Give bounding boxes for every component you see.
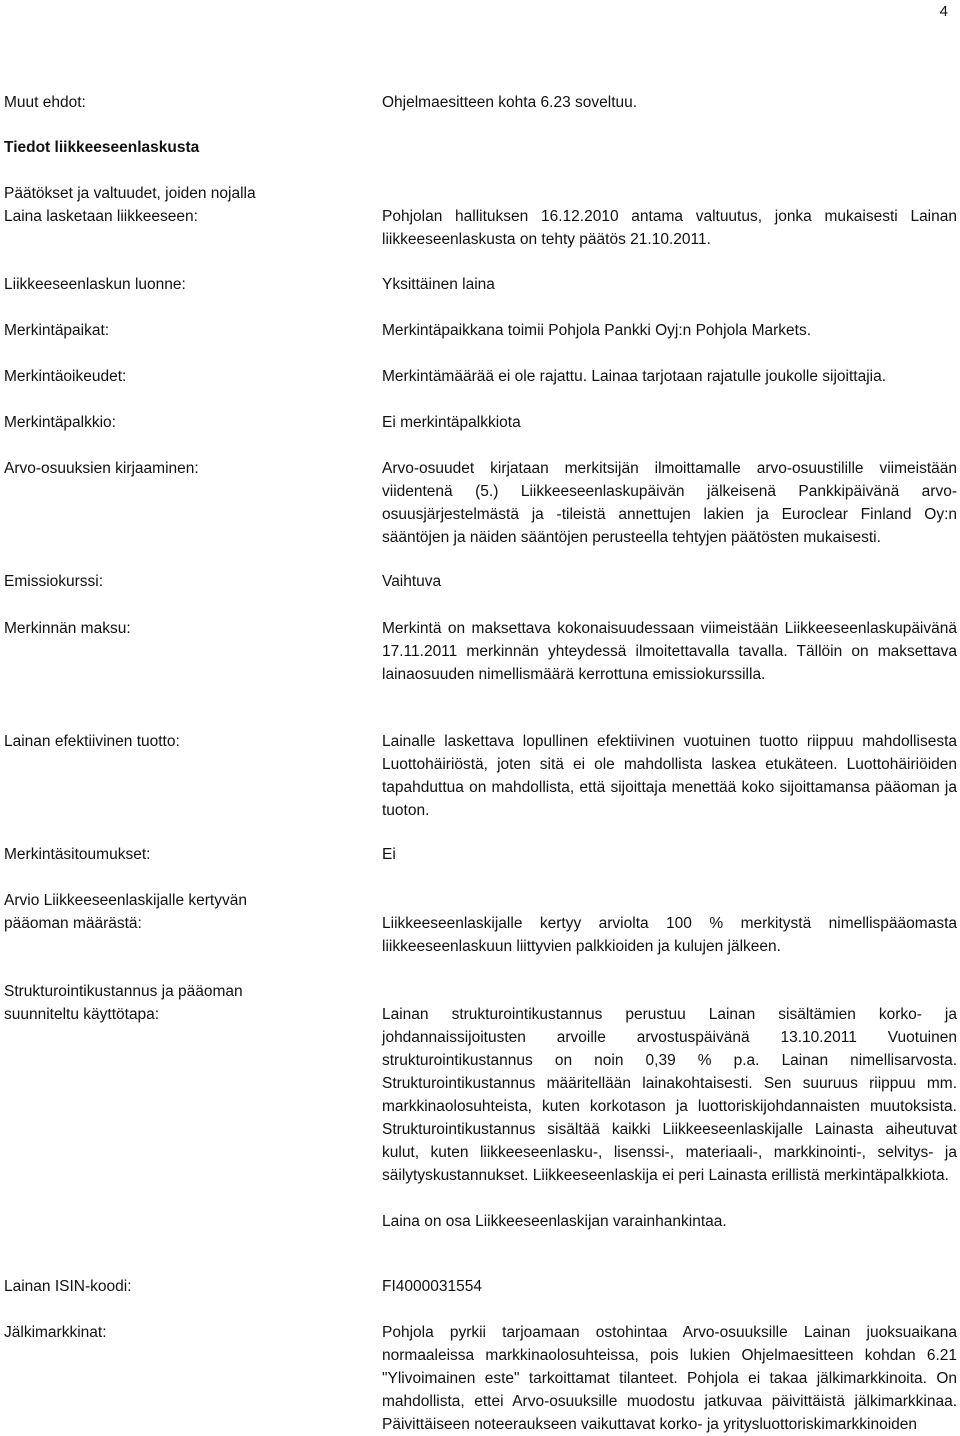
value-muut-ehdot: [382, 91, 957, 114]
value-paragraph: Yksittäinen laina: [382, 276, 495, 293]
value-paragraph: Arvo-osuudet kirjataan merkitsijän ilmoittamalle arvo-osuustilille viimeistään viidentenä (5.) Liikkeeseenlaskupäivän jälkeisenä Pankkipäivänä arvo-osuusjärjestelmästä ja -tileistä annettujen lakien ja Euroclear Finland Oy:n sääntöjen ja näiden sääntöjen perusteella tehtyjen päätösten mukaisesti.: [382, 460, 957, 546]
value-paragraph: Merkintä on maksettava kokonaisuudessaan viimeistään Liikkeeseenlaskupäivänä 17.11.2011 merkinnän yhteydessä ilmoitettavalla tavalla. Tällöin on maksettava lainaosuuden nimellismäärä kerrottuna emissiokurssilla.: [382, 620, 957, 683]
value-merkintapalkkio: [382, 411, 957, 434]
value-paragraph: Ei: [382, 846, 396, 863]
value-efektiivinen-tuotto: [382, 730, 957, 822]
label-merkintasitoumukset: Merkintäsitoumukset:: [4, 846, 151, 863]
value-paatokset: [382, 205, 957, 251]
value-isin-koodi: [382, 1275, 957, 1298]
value-paragraph: Merkintämäärää ei ole rajattu. Lainaa tarjotaan rajatulle joukolle sijoittajia.: [382, 368, 887, 385]
value-paaoman-maara: [382, 912, 957, 958]
page-number: 4: [939, 3, 948, 20]
label-merkintaoikeudet: Merkintäoikeudet:: [4, 368, 127, 385]
value-merkintasitoumukset: [382, 843, 957, 866]
label-strukturointikustannus: Strukturointikustannus ja pääoman suunniteltu käyttötapa:: [4, 983, 243, 1023]
value-paragraph: Pohjolan hallituksen 16.12.2010 antama valtuutus, jonka mukaisesti Lainan liikkeeseenlaskusta on tehty päätös 21.10.2011.: [382, 208, 957, 248]
label-paatokset: Päätökset ja valtuudet, joiden nojalla Laina lasketaan liikkeeseen:: [4, 185, 256, 225]
value-paragraph: Merkintäpaikkana toimii Pohjola Pankki Oyj:n Pohjola Markets.: [382, 322, 812, 339]
label-merkintapalkkio: Merkintäpalkkio:: [4, 414, 116, 431]
label-emissiokurssi: Emissiokurssi:: [4, 573, 104, 590]
label-jalkimarkkinat: Jälkimarkkinat:: [4, 1324, 107, 1341]
label-merkintapaikat: Merkintäpaikat:: [4, 322, 110, 339]
value-paragraph: FI4000031554: [382, 1278, 482, 1295]
value-paragraph: Ohjelmaesitteen kohta 6.23 soveltuu.: [382, 94, 638, 111]
value-paragraph: Vaihtuva: [382, 573, 442, 590]
value-paragraph: Lainan strukturointikustannus perustuu Lainan sisältämien korko- ja johdannaissijoitusten arvoille arvostuspäivänä 13.10.2011 Vuotuinen strukturointikustannus on noin 0,39 % p.a. Lainan nimellisarvosta. Strukturointikustannus määritellään lainakohtaisesti. Sen suuruus riippuu mm. markkinaolosuhteista, kuten korkotason ja luottoriskijohdannaisten muutoksista. Strukturointikustannus sisältää kaikki Liikkeeseenlaskijalle Lainasta aiheutuvat kulut, kuten liikkeeseenlasku-, lisenssi-, materiaali-, markkinointi-, selvitys- ja säilytyskustannukset. Liikkeeseenlaskija ei peri Lainasta erillistä merkintäpalkkiota.: [382, 1006, 957, 1184]
value-arvo-osuuksien-kirjaaminen: [382, 457, 957, 549]
value-strukturointikustannus: [382, 1003, 957, 1233]
label-merkinnan-maksu: Merkinnän maksu:: [4, 620, 131, 637]
label-liikkeeseenlaskun-luonne: Liikkeeseenlaskun luonne:: [4, 276, 186, 293]
value-merkinnan-maksu: [382, 617, 957, 686]
value-liikkeeseenlaskun-luonne: [382, 273, 957, 296]
value-paragraph: Laina on osa Liikkeeseenlaskijan varainhankintaa.: [382, 1213, 727, 1230]
value-merkintaoikeudet: [382, 365, 957, 388]
value-paragraph: Lainalle laskettava lopullinen efektiivinen vuotuinen tuotto riippuu mahdollisesta Luottohäiriöstä, joten sitä ei ole mahdollista laskea etukäteen. Luottohäiriöiden tapahduttua on mahdollista, että sijoittaja menettää koko sijoittamansa pääoman ja tuoton.: [382, 733, 957, 819]
label-arvo-osuuksien-kirjaaminen: Arvo-osuuksien kirjaaminen:: [4, 460, 199, 477]
value-emissiokurssi: [382, 570, 957, 593]
label-isin-koodi: Lainan ISIN-koodi:: [4, 1278, 132, 1295]
value-paragraph: Pohjola pyrkii tarjoamaan ostohintaa Arvo-osuuksille Lainan juoksuaikana normaaleissa markkinaolosuhteissa, pois lukien Ohjelmaesitteen kohdan 6.21 "Ylivoimainen este" tarkoittamat tilanteet. Pohjola ei takaa jälkimarkkinoita. On mahdollista, ettei Arvo-osuuksille muodostu jatkuvaa päivittäistä jälkimarkkinaa. Päivittäiseen noteeraukseen vaikuttavat korko- ja yritysluottoriskimarkkinoiden: [382, 1324, 957, 1433]
section-heading: Tiedot liikkeeseenlaskusta: [4, 139, 200, 156]
value-jalkimarkkinat: [382, 1321, 957, 1436]
value-paragraph: Liikkeeseenlaskijalle kertyy arviolta 100 % merkitystä nimellispääomasta liikkeeseenlaskuun liittyvien palkkioiden ja kulujen jälkeen.: [382, 915, 957, 955]
label-paaoman-maara: Arvio Liikkeeseenlaskijalle kertyvän pääoman määrästä:: [4, 892, 247, 932]
value-merkintapaikat: [382, 319, 957, 342]
label-muut-ehdot: Muut ehdot:: [4, 94, 86, 111]
value-paragraph: Ei merkintäpalkkiota: [382, 414, 521, 431]
label-efektiivinen-tuotto: Lainan efektiivinen tuotto:: [4, 733, 180, 750]
